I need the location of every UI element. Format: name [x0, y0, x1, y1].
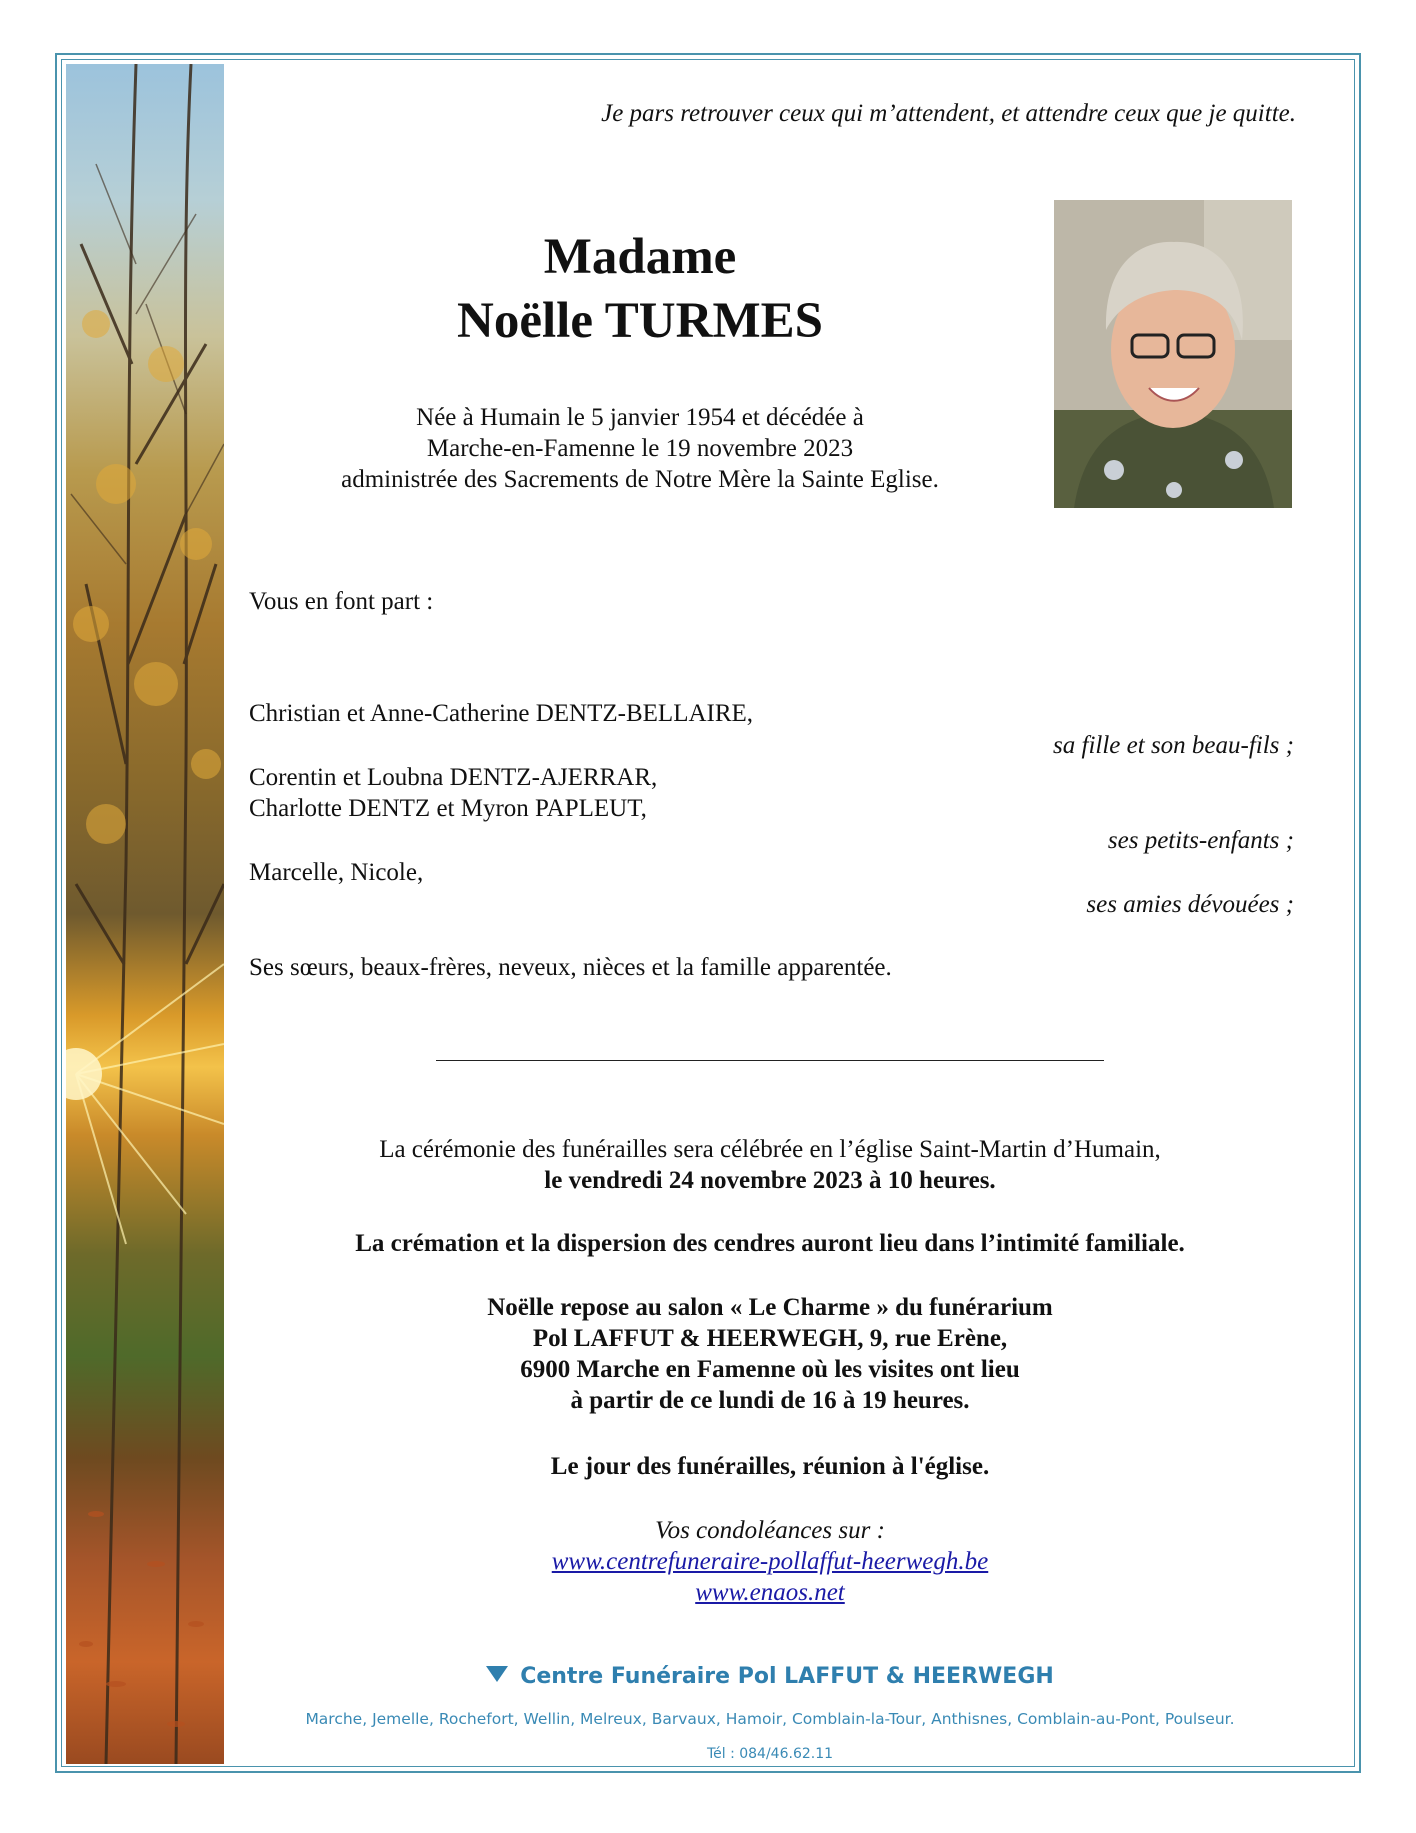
section-divider: [436, 1060, 1104, 1061]
salon-visit-block: [240, 1292, 1300, 1416]
ceremony-location: La cérémonie des funérailles sera célébrée en l’église Saint-Martin d’Humain,: [379, 1136, 1161, 1163]
condolences-label: Vos condoléances sur :: [655, 1517, 885, 1544]
footer-telephone: Tél : 084/46.62.11: [706, 1746, 834, 1762]
funeral-center-website-link[interactable]: www.centrefuneraire-pollaffut-heerwegh.be: [551, 1548, 989, 1575]
death-line: Marche-en-Famenne le 19 novembre 2023: [426, 435, 854, 462]
cremation-note: La crémation et la dispersion des cendres auront lieu dans l’intimité familiale.: [355, 1230, 1185, 1257]
family-line-grandchild-1: Corentin et Loubna DENTZ-AJERRAR,: [249, 764, 658, 791]
footer-towns: Marche, Jemelle, Rochefort, Wellin, Melreux, Barvaux, Hamoir, Comblain-la-Tour, Anthisnes, Comblain-au-Pont, Poulseur.: [305, 1710, 1235, 1728]
salon-line-4: à partir de ce lundi de 16 à 19 heures.: [570, 1387, 970, 1414]
ceremony-block: [240, 1134, 1300, 1196]
footer-title-text: Centre Funéraire Pol LAFFUT & HEERWEGH: [520, 1664, 1054, 1689]
reunion-note: Le jour des funérailles, réunion à l'église.: [550, 1453, 990, 1480]
honorific-title: Madame: [543, 229, 737, 285]
announce-heading: Vous en font part :: [249, 588, 434, 615]
salon-line-3: 6900 Marche en Famenne où les visites ont lieu: [520, 1356, 1020, 1383]
opening-quote: Je pars retrouver ceux qui m’attendent, et attendre ceux que je quitte.: [601, 100, 1296, 127]
triangle-down-icon: [486, 1666, 508, 1682]
birth-death-details: [240, 402, 1040, 495]
deceased-portrait-photo: [1054, 200, 1292, 508]
family-line-daughter: Christian et Anne-Catherine DENTZ-BELLAIRE,: [249, 700, 754, 727]
condolences-block: [240, 1515, 1300, 1608]
relation-daughter: sa fille et son beau-fils ;: [1053, 732, 1294, 759]
relation-friends: ses amies dévouées ;: [1086, 891, 1294, 918]
ceremony-date: le vendredi 24 novembre 2023 à 10 heures.: [544, 1167, 996, 1194]
salon-line-2: Pol LAFFUT & HEERWEGH, 9, rue Erène,: [532, 1325, 1008, 1352]
family-line-extended: Ses sœurs, beaux-frères, neveux, nièces et la famille apparentée.: [249, 954, 892, 981]
birth-line: Née à Humain le 5 janvier 1954 et décédée à: [416, 404, 864, 431]
autumn-trees-side-image: [66, 64, 224, 1764]
enaos-website-link[interactable]: www.enaos.net: [695, 1579, 845, 1606]
family-line-grandchild-2: Charlotte DENTZ et Myron PAPLEUT,: [249, 795, 647, 822]
footer-funeral-center-title: [240, 1664, 1300, 1689]
deceased-name: Noëlle TURMES: [457, 293, 823, 349]
salon-line-1: Noëlle repose au salon « Le Charme » du funérarium: [487, 1294, 1053, 1321]
deceased-name-block: [340, 225, 940, 353]
relation-grandchildren: ses petits-enfants ;: [1107, 827, 1294, 854]
sacraments-line: administrée des Sacrements de Notre Mère la Sainte Eglise.: [341, 466, 939, 493]
family-line-friends: Marcelle, Nicole,: [249, 859, 424, 886]
